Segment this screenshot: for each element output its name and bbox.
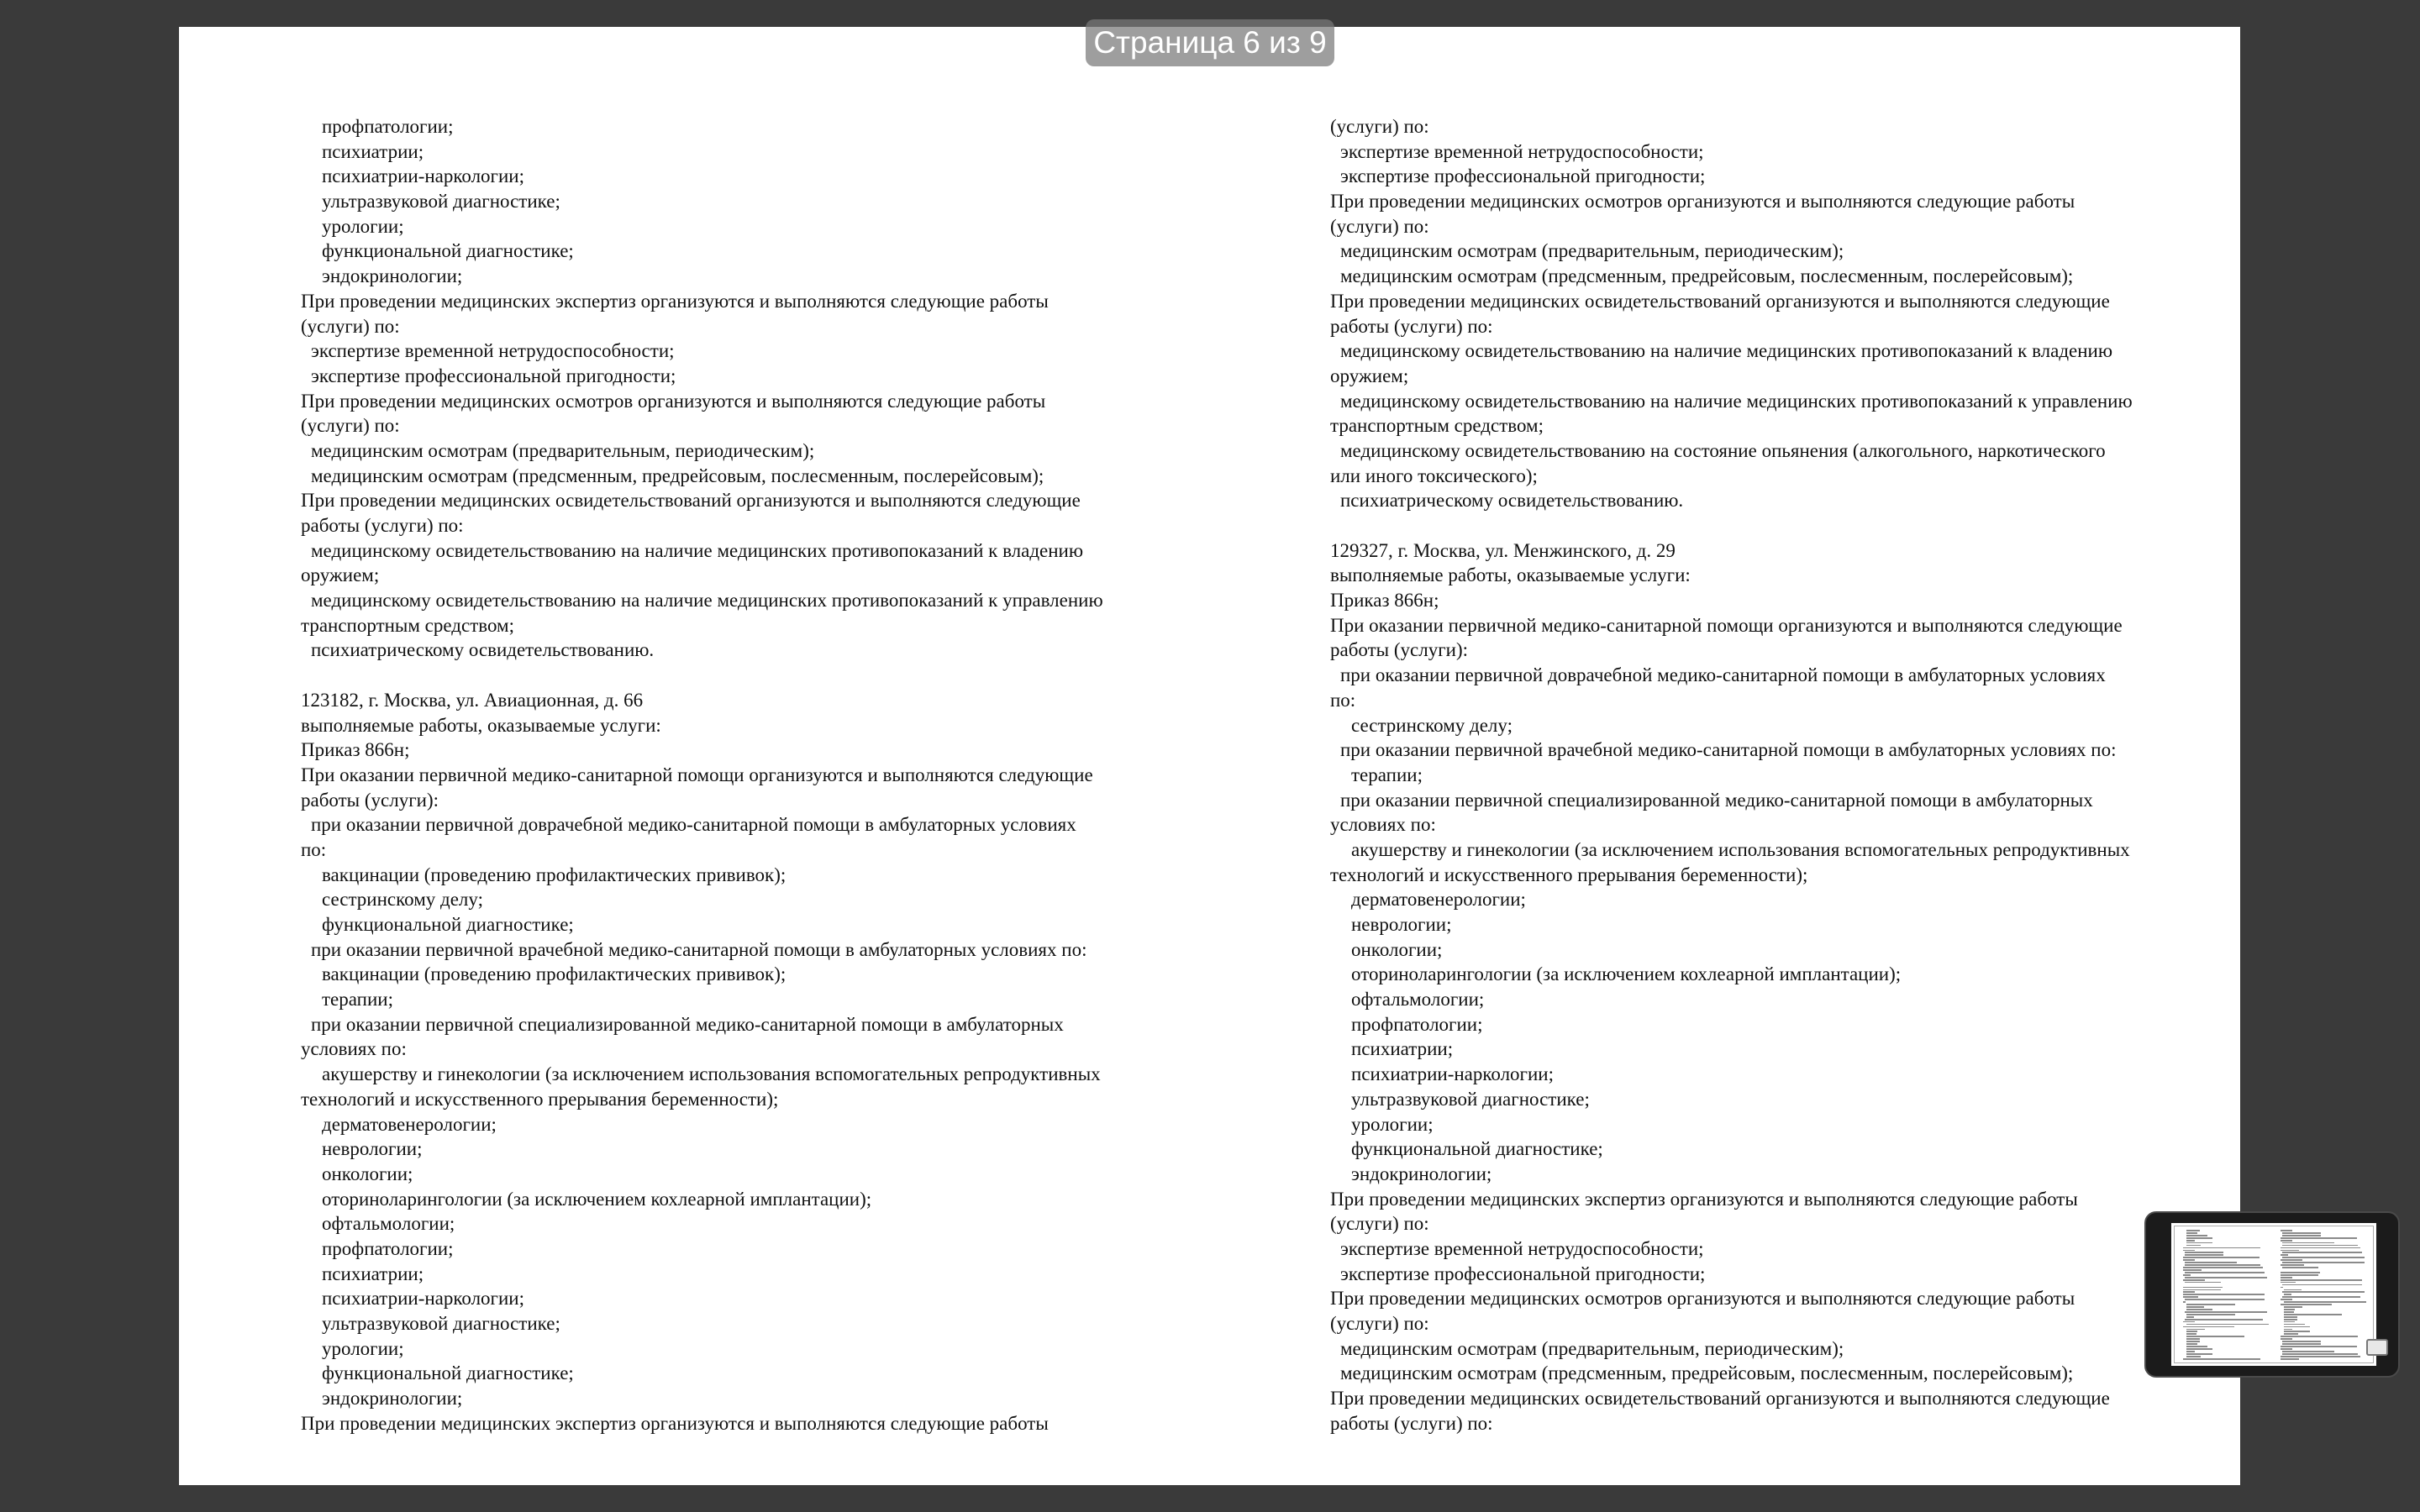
text-line: психиатрическому освидетельствованию. xyxy=(1340,490,1684,512)
text-line: экспертизе временной нетрудоспособности; xyxy=(1340,1237,1704,1259)
text-line: медицинским осмотрам (предварительным, периодическим); xyxy=(311,439,815,461)
text-line: технологий и искусственного прерывания беременности); xyxy=(1330,864,1808,885)
page-thumbnail-icon[interactable] xyxy=(2171,1223,2376,1366)
document-page[interactable] xyxy=(179,27,2240,1485)
text-line: дерматовенерологии; xyxy=(1351,889,1526,911)
text-line: психиатрии; xyxy=(322,140,424,162)
text-line: оружием; xyxy=(301,564,380,586)
page-indicator: Страница 6 из 9 xyxy=(1086,19,1334,66)
text-line: онкологии; xyxy=(1351,938,1443,960)
thumbnail-viewport-frame[interactable] xyxy=(2174,1226,2374,1363)
text-line: эндокринологии; xyxy=(322,1388,463,1410)
text-line: При оказании первичной медико-санитарной помощи организуются и выполняются следующие xyxy=(301,764,1093,785)
text-line: экспертизе профессиональной пригодности; xyxy=(1340,165,1706,187)
text-line: психиатрии-наркологии; xyxy=(1351,1063,1554,1085)
text-line: при оказании первичной врачебной медико-санитарной помощи в амбулаторных условиях по: xyxy=(311,938,1087,960)
text-line: экспертизе временной нетрудоспособности; xyxy=(311,340,675,362)
text-line: терапии; xyxy=(1351,764,1423,785)
text-line: психиатрии; xyxy=(322,1263,424,1284)
text-line: При оказании первичной медико-санитарной помощи организуются и выполняются следующие xyxy=(1330,614,2123,636)
text-line: при оказании первичной врачебной медико-санитарной помощи в амбулаторных условиях по: xyxy=(1340,739,2117,761)
text-line: работы (услуги) по: xyxy=(1330,1412,1493,1434)
text-line: условиях по: xyxy=(301,1038,407,1060)
text-line: дерматовенерологии; xyxy=(322,1113,497,1135)
text-line: При проведении медицинских экспертиз организуются и выполняются следующие работы xyxy=(1330,1188,2078,1210)
text-line: урологии; xyxy=(322,215,404,237)
text-line: медицинскому освидетельствованию на наличие медицинских противопоказаний к владению xyxy=(311,539,1084,561)
text-line: работы (услуги): xyxy=(1330,639,1468,661)
text-line: медицинским осмотрам (предсменным, предрейсовым, послесменным, послерейсовым); xyxy=(1340,1362,2074,1384)
text-line: вакцинации (проведению профилактических прививок); xyxy=(322,963,786,985)
text-line: акушерству и гинекологии (за исключением использования вспомогательных репродуктивных xyxy=(322,1063,1101,1085)
text-line: офтальмологии; xyxy=(1351,989,1485,1011)
text-line: (услуги) по: xyxy=(301,415,400,437)
text-line: функциональной диагностике; xyxy=(322,1362,574,1384)
text-line: или иного токсического); xyxy=(1330,465,1538,486)
text-line: При проведении медицинских освидетельствований организуются и выполняются следующие xyxy=(301,490,1081,512)
text-line: при оказании первичной специализированной медико-санитарной помощи в амбулаторных xyxy=(1340,789,2093,811)
text-line: работы (услуги) по: xyxy=(1330,315,1493,337)
text-line: медицинскому освидетельствованию на наличие медицинских противопоказаний к владению xyxy=(1340,340,2113,362)
text-line: транспортным средством; xyxy=(1330,415,1544,437)
text-line: медицинским осмотрам (предсменным, предрейсовым, послесменным, послерейсовым); xyxy=(1340,265,2074,287)
text-line: эндокринологии; xyxy=(1351,1163,1492,1184)
text-line: функциональной диагностике; xyxy=(322,914,574,935)
text-line: медицинским осмотрам (предварительным, периодическим); xyxy=(1340,1337,1844,1359)
thumbnail-toggle-icon[interactable] xyxy=(2366,1339,2388,1356)
text-line: оружием; xyxy=(1330,365,1409,386)
text-line: (услуги) по: xyxy=(1330,1313,1429,1334)
text-line: профпатологии; xyxy=(322,1237,454,1259)
text-line: медицинским осмотрам (предсменным, предрейсовым, послесменным, послерейсовым); xyxy=(311,465,1044,486)
text-line: урологии; xyxy=(322,1337,404,1359)
text-line: психиатрическому освидетельствованию. xyxy=(311,639,655,661)
text-line: неврологии; xyxy=(1351,914,1452,935)
text-line: работы (услуги) по: xyxy=(301,515,464,536)
text-line: выполняемые работы, оказываемые услуги: xyxy=(301,714,661,736)
text-line: оториноларингологии (за исключением кохлеарной имплантации); xyxy=(1351,963,1902,985)
text-line: При проведении медицинских освидетельствований организуются и выполняются следующие xyxy=(1330,290,2110,312)
text-column-right xyxy=(1330,114,2212,1436)
text-line: медицинскому освидетельствованию на наличие медицинских противопоказаний к управлению xyxy=(311,590,1103,612)
text-line: условиях по: xyxy=(1330,814,1436,836)
text-line: технологий и искусственного прерывания беременности); xyxy=(301,1088,779,1110)
blank-line xyxy=(1330,513,2212,538)
text-line: при оказании первичной специализированной медико-санитарной помощи в амбулаторных xyxy=(311,1013,1064,1035)
text-line: (услуги) по: xyxy=(1330,1213,1429,1235)
text-line: терапии; xyxy=(322,989,393,1011)
text-line: При проведении медицинских осмотров организуются и выполняются следующие работы xyxy=(1330,1288,2075,1310)
blank-line xyxy=(301,663,1242,688)
text-line: Приказ 866н; xyxy=(301,739,410,761)
text-line: экспертизе профессиональной пригодности; xyxy=(311,365,676,386)
text-line: При проведении медицинских экспертиз организуются и выполняются следующие работы xyxy=(301,1412,1049,1434)
text-column-left xyxy=(301,114,1242,1436)
text-line: (услуги) по: xyxy=(301,315,400,337)
text-line: при оказании первичной доврачебной медико-санитарной помощи в амбулаторных условиях xyxy=(311,814,1076,836)
text-line: работы (услуги): xyxy=(301,789,439,811)
text-line: Приказ 866н; xyxy=(1330,590,1439,612)
text-line: (услуги) по: xyxy=(1330,116,1429,137)
text-line: ультразвуковой диагностике; xyxy=(1351,1088,1590,1110)
page-thumbnail-navigator[interactable] xyxy=(2144,1211,2400,1378)
text-line: эндокринологии; xyxy=(322,265,463,287)
text-line: вакцинации (проведению профилактических прививок); xyxy=(322,864,786,885)
text-line: ультразвуковой диагностике; xyxy=(322,191,560,213)
text-line: психиатрии; xyxy=(1351,1038,1454,1060)
text-line: медицинскому освидетельствованию на состояние опьянения (алкогольного, наркотического xyxy=(1340,439,2106,461)
text-line: транспортным средством; xyxy=(301,614,514,636)
text-line: выполняемые работы, оказываемые услуги: xyxy=(1330,564,1691,586)
text-line: неврологии; xyxy=(322,1138,423,1160)
text-line: медицинскому освидетельствованию на наличие медицинских противопоказаний к управлению xyxy=(1340,390,2133,412)
text-line: экспертизе временной нетрудоспособности; xyxy=(1340,140,1704,162)
text-line: При проведении медицинских осмотров организуются и выполняются следующие работы xyxy=(1330,191,2075,213)
text-line: по: xyxy=(301,838,327,860)
text-line: онкологии; xyxy=(322,1163,413,1184)
text-line: сестринскому делу; xyxy=(1351,714,1512,736)
text-line: ультразвуковой диагностике; xyxy=(322,1313,560,1334)
text-line: профпатологии; xyxy=(322,116,454,137)
text-line: профпатологии; xyxy=(1351,1013,1483,1035)
text-line: При проведении медицинских экспертиз организуются и выполняются следующие работы xyxy=(301,290,1049,312)
text-line: психиатрии-наркологии; xyxy=(322,1288,524,1310)
text-line: психиатрии-наркологии; xyxy=(322,165,524,187)
text-line: функциональной диагностике; xyxy=(1351,1138,1603,1160)
text-line: 123182, г. Москва, ул. Авиационная, д. 66 xyxy=(301,689,644,711)
text-line: при оказании первичной доврачебной медико-санитарной помощи в амбулаторных условиях xyxy=(1340,664,2106,686)
text-line: акушерству и гинекологии (за исключением использования вспомогательных репродуктивных xyxy=(1351,838,2130,860)
text-line: оториноларингологии (за исключением кохлеарной имплантации); xyxy=(322,1188,872,1210)
text-line: экспертизе профессиональной пригодности; xyxy=(1340,1263,1706,1284)
text-line: При проведении медицинских освидетельствований организуются и выполняются следующие xyxy=(1330,1388,2110,1410)
text-line: При проведении медицинских осмотров организуются и выполняются следующие работы xyxy=(301,390,1046,412)
text-line: медицинским осмотрам (предварительным, периодическим); xyxy=(1340,240,1844,262)
text-line: урологии; xyxy=(1351,1113,1434,1135)
text-line: (услуги) по: xyxy=(1330,215,1429,237)
text-line: по: xyxy=(1330,689,1356,711)
text-line: 129327, г. Москва, ул. Менжинского, д. 29 xyxy=(1330,539,1676,561)
text-line: функциональной диагностике; xyxy=(322,240,574,262)
text-line: сестринскому делу; xyxy=(322,889,483,911)
text-line: офтальмологии; xyxy=(322,1213,455,1235)
